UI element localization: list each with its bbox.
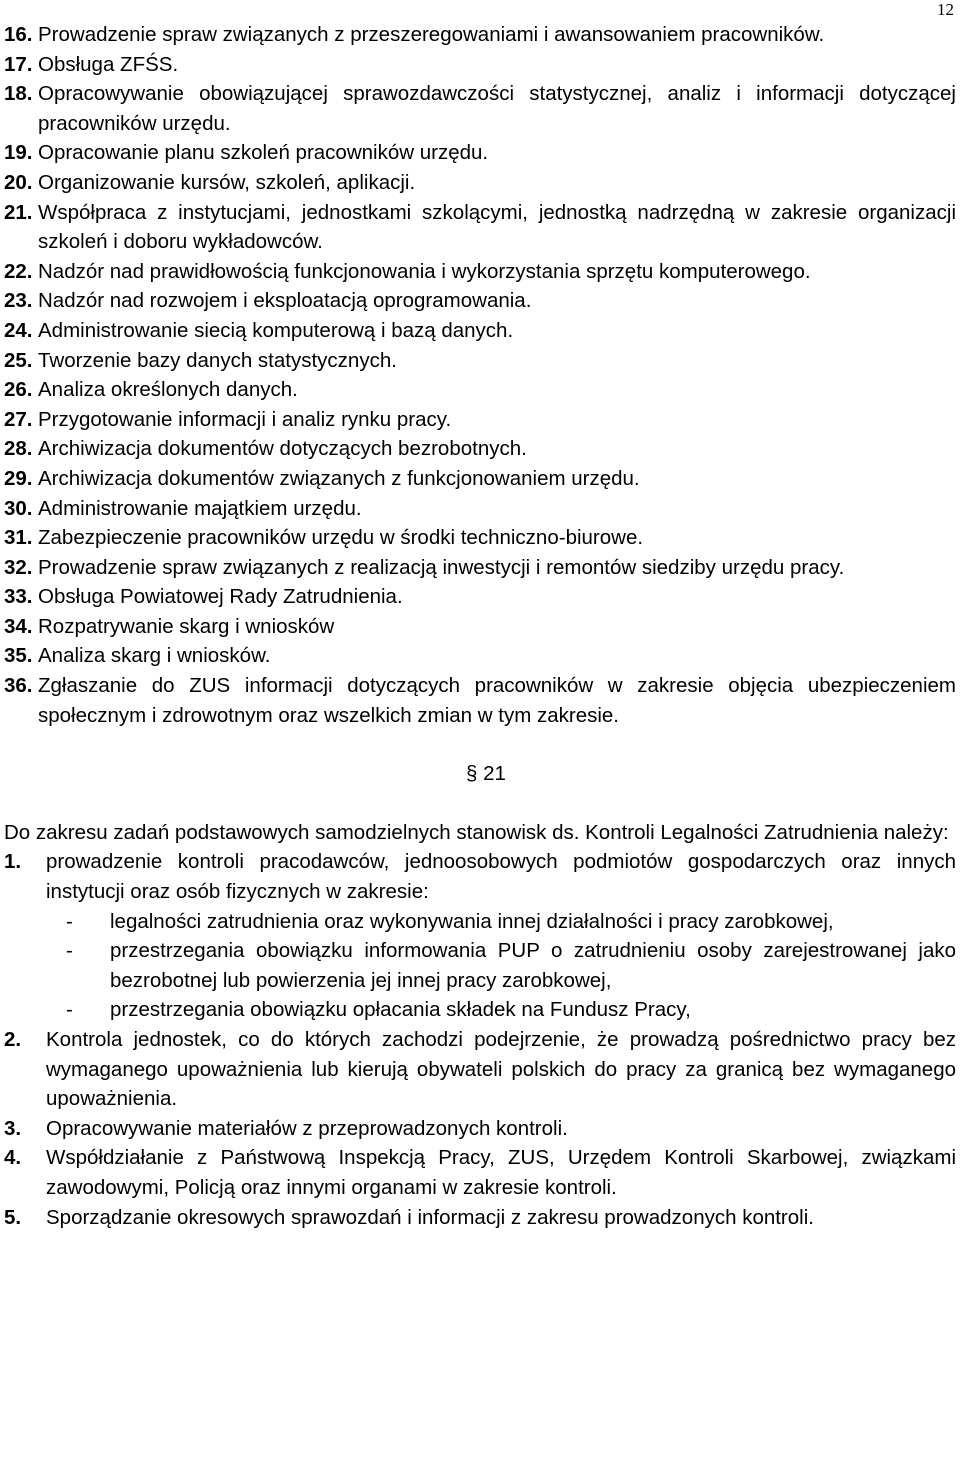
list-item-text: Obsługa Powiatowej Rady Zatrudnienia.: [38, 585, 403, 609]
list-item-number: 31.: [4, 526, 33, 550]
list-item-number: 25.: [4, 348, 33, 372]
document-body: [4, 20, 956, 1232]
list-item: [4, 671, 956, 730]
sub-item: [4, 995, 956, 1025]
list-item: [4, 20, 956, 50]
dash-bullet: -: [66, 909, 73, 933]
list-item: [4, 168, 956, 198]
list-item-number: 34.: [4, 614, 33, 638]
list-item-text: Archiwizacja dokumentów związanych z funkcjonowaniem urzędu.: [38, 466, 640, 490]
duty-text: Kontrola jednostek, co do których zachodzi podejrzenie, że prowadzą pośrednictwo pracy bez wymaganego upoważnienia lub kierują obywateli polskich do pracy za granicą bez wymaganego upoważnienia.: [46, 1028, 956, 1111]
duty-number: 1.: [4, 850, 22, 874]
list-item: [4, 346, 956, 376]
list-item: [4, 138, 956, 168]
list-item-text: Nadzór nad prawidłowością funkcjonowania i wykorzystania sprzętu komputerowego.: [38, 259, 811, 283]
section-heading: § 21: [466, 762, 506, 786]
list-item: [4, 286, 956, 316]
list-item-number: 30.: [4, 496, 33, 520]
page-number: 12: [937, 0, 954, 19]
list-item: [4, 553, 956, 583]
list-item-number: 26.: [4, 378, 33, 402]
duty-text: Współdziałanie z Państwową Inspekcją Pracy, ZUS, Urzędem Kontroli Skarbowej, związkami zawodowymi, Policją oraz innymi organami w zakresie kontroli.: [46, 1146, 956, 1199]
list-item-number: 18.: [4, 82, 33, 106]
list-item-text: Opracowanie planu szkoleń pracowników urzędu.: [38, 141, 489, 165]
duty-item: [4, 1143, 956, 1202]
list-item: [4, 50, 956, 80]
list-item-text: Prowadzenie spraw związanych z realizacją inwestycji i remontów siedziby urzędu pracy.: [38, 555, 845, 579]
list-item-number: 35.: [4, 644, 33, 668]
list-item: [4, 79, 956, 138]
list-item-text: Prowadzenie spraw związanych z przeszeregowaniami i awansowaniem pracowników.: [38, 23, 825, 46]
dash-bullet: -: [66, 939, 73, 963]
list-item-number: 24.: [4, 318, 33, 342]
list-item-text: Współpraca z instytucjami, jednostkami szkolącymi, jednostką nadrzędną w zakresie organizacji szkoleń i doboru wykładowców.: [38, 200, 956, 254]
list-item: [4, 612, 956, 642]
list-item-number: 23.: [4, 289, 33, 313]
list-item-number: 32.: [4, 555, 33, 579]
list-item-number: 22.: [4, 259, 33, 283]
list-item: [4, 494, 956, 524]
list-item-text: Przygotowanie informacji i analiz rynku pracy.: [38, 407, 452, 431]
list-item-number: 36.: [4, 674, 33, 698]
list-item: [4, 523, 956, 553]
sub-item: [4, 907, 956, 937]
list-item-number: 19.: [4, 141, 33, 165]
list-item: [4, 405, 956, 435]
list-item-number: 29.: [4, 466, 33, 490]
list-item-text: Zabezpieczenie pracowników urzędu w środki techniczno-biurowe.: [38, 526, 644, 550]
list-item-text: Administrowanie majątkiem urzędu.: [38, 496, 362, 520]
duty-text: Sporządzanie okresowych sprawozdań i informacji z zakresu prowadzonych kontroli.: [46, 1205, 814, 1229]
list-item-number: 21.: [4, 200, 33, 224]
list-item-text: Organizowanie kursów, szkoleń, aplikacji.: [38, 170, 416, 194]
list-item-text: Opracowywanie obowiązującej sprawozdawczości statystycznej, analiz i informacji dotyczącej pracowników urzędu.: [38, 82, 956, 135]
list-item-number: 17.: [4, 52, 33, 76]
list-item-number: 28.: [4, 437, 33, 461]
list-item: [4, 434, 956, 464]
list-item-text: Analiza skarg i wniosków.: [38, 644, 271, 668]
list-item-text: Tworzenie bazy danych statystycznych.: [38, 348, 397, 372]
duty-number: 3.: [4, 1116, 22, 1140]
list-item: [4, 198, 956, 257]
list-item-text: Analiza określonych danych.: [38, 378, 298, 402]
list-item-text: Administrowanie siecią komputerową i bazą danych.: [38, 318, 514, 342]
duty-text: prowadzenie kontroli pracodawców, jednoosobowych podmiotów gospodarczych oraz innych instytucji oraz osób fizycznych w zakresie:: [46, 850, 956, 904]
duty-number: 2.: [4, 1028, 22, 1051]
list-item: [4, 641, 956, 671]
list-item-text: Zgłaszanie do ZUS informacji dotyczących pracowników w zakresie objęcia ubezpieczeniem społecznym i zdrowotnym oraz wszelkich zmian w tym zakresie.: [38, 674, 956, 727]
list-item-text: Rozpatrywanie skarg i wniosków: [38, 614, 335, 638]
list-item: [4, 464, 956, 494]
list-item-text: Nadzór nad rozwojem i eksploatacją oprogramowania.: [38, 289, 532, 313]
list-item: [4, 316, 956, 346]
list-item-number: 16.: [4, 23, 33, 46]
duty-number: 5.: [4, 1205, 22, 1229]
list-item-number: 33.: [4, 585, 33, 609]
sub-item-text: legalności zatrudnienia oraz wykonywania innej działalności i pracy zarobkowej,: [110, 909, 834, 933]
duty-text: Opracowywanie materiałów z przeprowadzonych kontroli.: [46, 1116, 568, 1140]
list-item-number: 20.: [4, 170, 33, 194]
list-item-text: Archiwizacja dokumentów dotyczących bezrobotnych.: [38, 437, 527, 461]
sub-item-text: przestrzegania obowiązku opłacania składek na Fundusz Pracy,: [110, 998, 691, 1022]
duty-number: 4.: [4, 1146, 22, 1170]
duty-item: [4, 1114, 956, 1144]
list-item-text: Obsługa ZFŚS.: [38, 52, 179, 76]
sub-item: [4, 936, 956, 995]
intro-paragraph: Do zakresu zadań podstawowych samodzielnych stanowisk ds. Kontroli Legalności Zatrudnienia należy:: [4, 820, 949, 844]
list-item-number: 27.: [4, 407, 33, 431]
dash-bullet: -: [66, 998, 73, 1022]
duty-item: [4, 1025, 956, 1114]
list-item: [4, 257, 956, 287]
duty-item: [4, 1203, 956, 1233]
list-item: [4, 582, 956, 612]
sub-item-text: przestrzegania obowiązku informowania PUP o zatrudnieniu osoby zarejestrowanej jako bezrobotnej lub powierzenia jej innej pracy zarobkowej,: [110, 939, 956, 992]
list-item: [4, 375, 956, 405]
duty-item: [4, 847, 956, 906]
